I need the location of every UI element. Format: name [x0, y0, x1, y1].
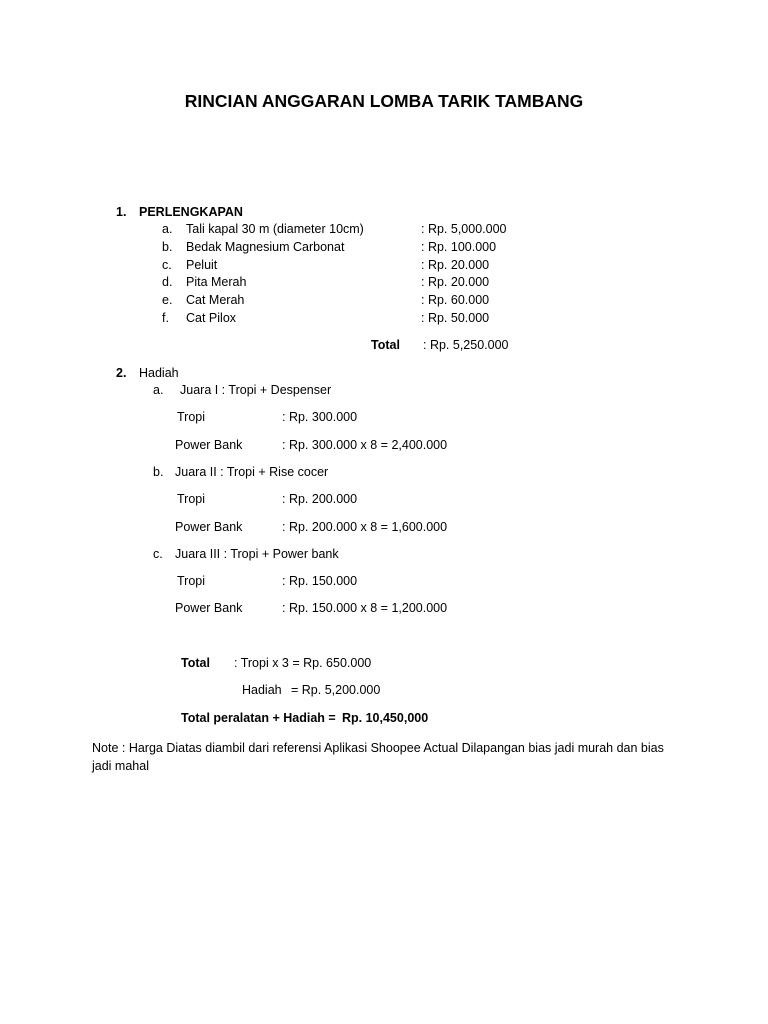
item-price: : Rp. 20.000	[421, 275, 490, 289]
section-1-number: 1.	[116, 205, 127, 219]
item-name: Cat Pilox	[186, 311, 237, 325]
item-price: : Rp. 50.000	[421, 311, 490, 325]
power-bank-label: Power Bank	[175, 438, 243, 452]
item-name: Cat Merah	[186, 293, 245, 307]
grand-total-label: Total peralatan + Hadiah =	[181, 711, 336, 725]
item-letter: d.	[162, 275, 173, 289]
tropi-value: : Rp. 300.000	[282, 410, 358, 424]
document-title: RINCIAN ANGGARAN LOMBA TARIK TAMBANG	[184, 91, 584, 111]
hadiah-label: Hadiah	[242, 683, 282, 697]
prize-heading: Juara I : Tropi + Despenser	[180, 383, 332, 397]
item-name: Tali kapal 30 m (diameter 10cm)	[186, 222, 364, 236]
prize-heading: Juara III : Tropi + Power bank	[175, 547, 339, 561]
prize-total-tropi: : Tropi x 3 = Rp. 650.000	[234, 656, 372, 670]
prize-letter: a.	[153, 383, 164, 397]
power-bank-label: Power Bank	[175, 520, 243, 534]
item-letter: e.	[162, 293, 173, 307]
power-bank-value: : Rp. 150.000 x 8 = 1,200.000	[282, 601, 448, 615]
section-2-heading: Hadiah	[139, 366, 179, 380]
prize-letter: b.	[153, 465, 164, 479]
note-paragraph: Note : Harga Diatas diambil dari referensi Aplikasi Shoopee Actual Dilapangan bias jadi murah dan bias jadi mahal	[92, 741, 664, 773]
tropi-label: Tropi	[177, 492, 206, 506]
item-name: Peluit	[186, 258, 218, 272]
prize-heading: Juara II : Tropi + Rise cocer	[175, 465, 329, 479]
power-bank-value: : Rp. 200.000 x 8 = 1,600.000	[282, 520, 448, 534]
tropi-value: : Rp. 200.000	[282, 492, 358, 506]
prize-total-label: Total	[181, 656, 210, 670]
equipment-total-value: : Rp. 5,250.000	[423, 338, 509, 352]
grand-total-value: Rp. 10,450,000	[342, 711, 429, 725]
item-letter: c.	[162, 258, 172, 272]
hadiah-value: = Rp. 5,200.000	[291, 683, 381, 697]
section-2-number: 2.	[116, 366, 127, 380]
item-letter: a.	[162, 222, 173, 236]
item-name: Bedak Magnesium Carbonat	[186, 240, 345, 254]
item-price: : Rp. 100.000	[421, 240, 497, 254]
power-bank-label: Power Bank	[175, 601, 243, 615]
prize-letter: c.	[153, 547, 163, 561]
tropi-value: : Rp. 150.000	[282, 574, 358, 588]
equipment-total-label: Total	[371, 338, 400, 352]
item-letter: b.	[162, 240, 173, 254]
item-price: : Rp. 5,000.000	[421, 222, 507, 236]
power-bank-value: : Rp. 300.000 x 8 = 2,400.000	[282, 438, 448, 452]
item-name: Pita Merah	[186, 275, 247, 289]
tropi-label: Tropi	[177, 574, 206, 588]
section-1-heading: PERLENGKAPAN	[139, 205, 243, 219]
tropi-label: Tropi	[177, 410, 206, 424]
item-letter: f.	[162, 311, 169, 325]
item-price: : Rp. 60.000	[421, 293, 490, 307]
item-price: : Rp. 20.000	[421, 258, 490, 272]
